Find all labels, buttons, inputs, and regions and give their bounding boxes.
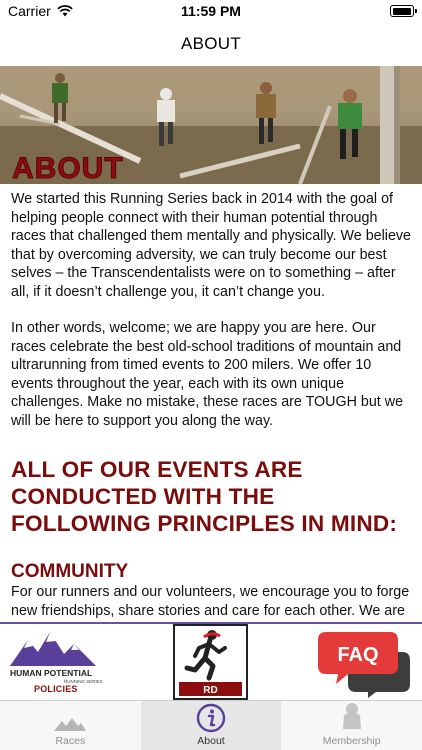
battery-icon [390,5,414,17]
mountains-icon [53,717,87,733]
human-potential-logo-icon [6,626,106,684]
logo-line1: HUMAN POTENTIAL [10,668,93,678]
principles-heading: ALL OF OUR EVENTS ARE CONDUCTED WITH THE FOLLOWING PRINCIPLES IN MIND: [11,457,398,536]
faq-label: FAQ [337,644,379,666]
tab-label-membership: Membership [322,735,381,747]
tab-about[interactable] [141,701,282,750]
logo-line2: RUNNING SERIES [64,679,103,684]
person-icon [339,701,365,733]
navigation-bar [0,22,422,66]
status-bar [0,0,422,22]
hero-title: ABOUT [12,152,124,185]
rd-label: RD [203,685,218,696]
community-paragraph: For our runners and our volunteers, we encourage you to forge new friendships, share stories and care for each other. We are [11,584,410,619]
policies-label[interactable]: POLICIES [34,684,78,694]
info-icon [196,703,226,733]
about-content[interactable] [0,190,422,622]
runner-icon [175,626,246,698]
battery-level [393,8,411,15]
rd-button[interactable] [173,624,248,700]
intro-paragraph: We started this Running Series back in 2014 with the goal of helping people connect with their human potential through races that challenged them mentally and physically. We believe that by overcoming adversity, we can truly become our best selves – the Transcendentalists were on to something – after all, if it doesn’t challenge you, it can’t change you. [11,191,411,300]
welcome-paragraph: In other words, welcome; we are happy you are here. Our races celebrate the best old-school traditions of mountain and ultrarunning from timed events to 200 milers. We offer 10 events throughout the year, each with its own unique challenges. Make no mistake, these races are TOUGH but we will be here to support you along the way. [11,320,404,429]
carrier-label: Carrier [8,3,51,19]
tab-label-about: About [197,735,225,747]
tab-membership[interactable] [281,701,422,750]
faq-bubble-icon [318,626,414,698]
tab-label-races: Races [55,735,86,747]
status-time: 11:59 PM [181,3,241,19]
hero-image [0,66,422,184]
shortcut-row [0,624,422,700]
page-title: ABOUT [180,34,242,53]
faq-button[interactable] [318,626,414,698]
community-heading: COMMUNITY [11,561,129,582]
tab-bar [0,700,422,750]
tab-races[interactable] [0,701,141,750]
